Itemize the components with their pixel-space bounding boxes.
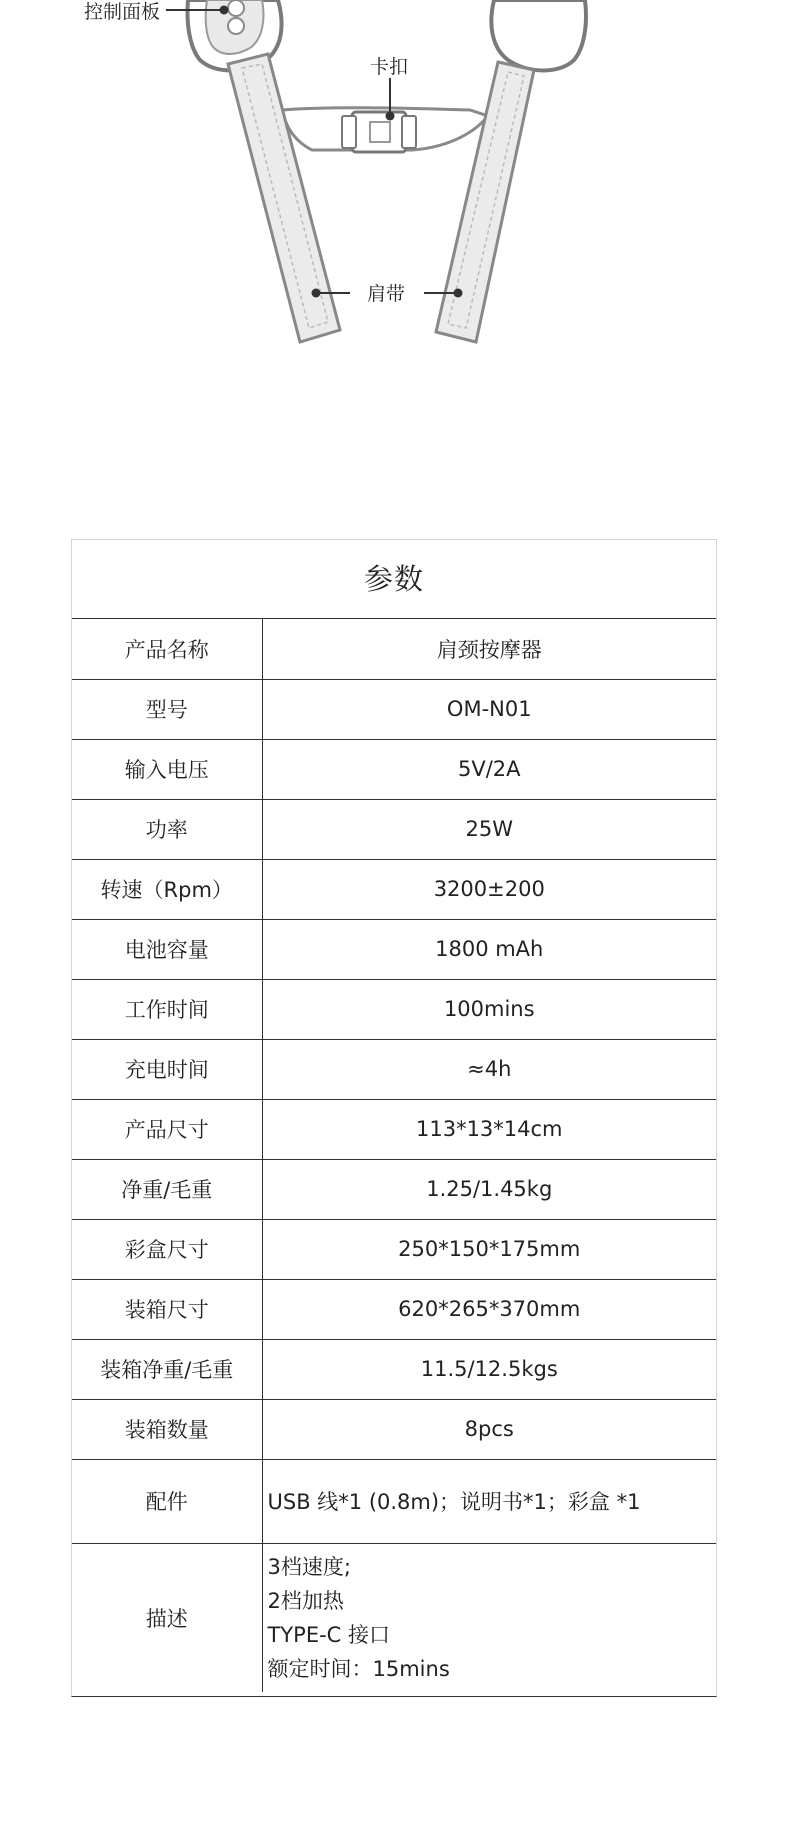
control-panel-label: 控制面板 <box>84 1 161 23</box>
control-button-icon <box>228 0 244 16</box>
description-key: 描述 <box>72 1543 262 1692</box>
spec-key: 产品尺寸 <box>72 1099 262 1159</box>
parameters-title: 参数 <box>72 540 716 619</box>
spec-row <box>72 859 716 919</box>
spec-table <box>72 619 716 1692</box>
spec-row <box>72 1339 716 1399</box>
spec-row <box>72 1099 716 1159</box>
spec-key: 净重/毛重 <box>72 1159 262 1219</box>
spec-value: 5V/2A <box>262 739 716 799</box>
parameters-table <box>71 539 717 1697</box>
spec-key: 装箱净重/毛重 <box>72 1339 262 1399</box>
spec-value: 250*150*175mm <box>262 1219 716 1279</box>
description-row <box>72 1543 716 1692</box>
spec-key: 彩盒尺寸 <box>72 1219 262 1279</box>
spec-value: 11.5/12.5kgs <box>262 1339 716 1399</box>
spec-key: 充电时间 <box>72 1039 262 1099</box>
spec-key: 电池容量 <box>72 919 262 979</box>
description-line: TYPE-C 接口 <box>267 1622 391 1647</box>
spec-key: 装箱尺寸 <box>72 1279 262 1339</box>
spec-key: 装箱数量 <box>72 1399 262 1459</box>
spec-value: ≈4h <box>262 1039 716 1099</box>
spec-row <box>72 1399 716 1459</box>
spec-row <box>72 619 716 679</box>
buckle-label: 卡扣 <box>370 56 409 78</box>
description-value <box>262 1543 716 1692</box>
spec-value: 8pcs <box>262 1399 716 1459</box>
spec-value: OM-N01 <box>262 679 716 739</box>
spec-key: 产品名称 <box>72 619 262 679</box>
spec-row <box>72 799 716 859</box>
spec-value: 3200±200 <box>262 859 716 919</box>
spec-row <box>72 1279 716 1339</box>
spec-key: 转速（Rpm） <box>72 859 262 919</box>
spec-value: 100mins <box>262 979 716 1039</box>
spec-value: 113*13*14cm <box>262 1099 716 1159</box>
spec-value: USB 线*1 (0.8m)；说明书*1；彩盒 *1 <box>262 1459 716 1543</box>
spec-key: 功率 <box>72 799 262 859</box>
spec-row <box>72 979 716 1039</box>
spec-row <box>72 1459 716 1543</box>
description-line: 3档速度; <box>267 1554 351 1579</box>
spec-row <box>72 1219 716 1279</box>
spec-value: 1.25/1.45kg <box>262 1159 716 1219</box>
spec-value: 25W <box>262 799 716 859</box>
spec-row <box>72 919 716 979</box>
shoulder-strap-label: 肩带 <box>367 283 406 305</box>
spec-row <box>72 1159 716 1219</box>
spec-key: 型号 <box>72 679 262 739</box>
spec-value: 1800 mAh <box>262 919 716 979</box>
spec-value: 肩颈按摩器 <box>436 637 542 662</box>
spec-key: 工作时间 <box>72 979 262 1039</box>
spec-key: 输入电压 <box>72 739 262 799</box>
description-line: 2档加热 <box>267 1588 344 1613</box>
spec-key: 配件 <box>72 1459 262 1543</box>
spec-row <box>72 739 716 799</box>
spec-row <box>72 679 716 739</box>
power-button-icon <box>228 18 244 34</box>
spec-row <box>72 1039 716 1099</box>
spec-value: 620*265*370mm <box>262 1279 716 1339</box>
description-line: 额定时间：15mins <box>267 1656 450 1681</box>
product-illustration <box>0 0 790 380</box>
